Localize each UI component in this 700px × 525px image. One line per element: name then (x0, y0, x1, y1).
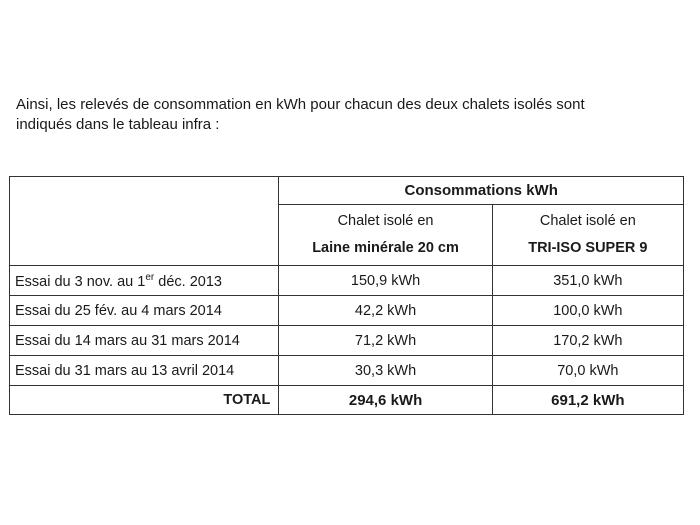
column-header-line2: TRI-ISO SUPER 9 (528, 240, 648, 256)
row-label: Essai du 14 mars au 31 mars 2014 (10, 326, 279, 356)
total-value-triiso: 691,2 kWh (492, 386, 683, 415)
table-row (10, 326, 684, 356)
column-header-laine (279, 205, 492, 266)
row-label-sup: er (145, 271, 155, 283)
value-triiso: 170,2 kWh (492, 326, 683, 356)
row-label (10, 266, 279, 296)
value-triiso: 100,0 kWh (492, 296, 683, 326)
empty-corner-cell (10, 177, 279, 266)
value-triiso: 70,0 kWh (492, 356, 683, 386)
consumption-table (9, 176, 684, 415)
intro-line-1: Ainsi, les relevés de consommation en kWh pour chacun des deux chalets isolés sont (16, 96, 585, 113)
row-label: Essai du 25 fév. au 4 mars 2014 (10, 296, 279, 326)
value-laine: 30,3 kWh (279, 356, 492, 386)
total-row (10, 386, 684, 415)
table-header-row (10, 177, 684, 205)
value-triiso: 351,0 kWh (492, 266, 683, 296)
row-label: Essai du 31 mars au 13 avril 2014 (10, 356, 279, 386)
table-row (10, 266, 684, 296)
column-header-line1: Chalet isolé en (337, 213, 434, 229)
row-label-text: Essai du 3 nov. au 1 (15, 273, 146, 290)
column-header-triiso (492, 205, 683, 266)
row-label-text-end: déc. 2013 (154, 273, 222, 290)
total-value-laine: 294,6 kWh (279, 386, 492, 415)
table-header-title: Consommations kWh (279, 177, 684, 205)
table-row (10, 356, 684, 386)
value-laine: 42,2 kWh (279, 296, 492, 326)
column-header-line2: Laine minérale 20 cm (312, 240, 459, 256)
intro-line-2: indiqués dans le tableau infra : (16, 116, 220, 133)
value-laine: 150,9 kWh (279, 266, 492, 296)
table-row (10, 296, 684, 326)
total-label: TOTAL (10, 386, 279, 415)
column-header-line1: Chalet isolé en (539, 213, 636, 229)
value-laine: 71,2 kWh (279, 326, 492, 356)
intro-paragraph (16, 95, 676, 135)
